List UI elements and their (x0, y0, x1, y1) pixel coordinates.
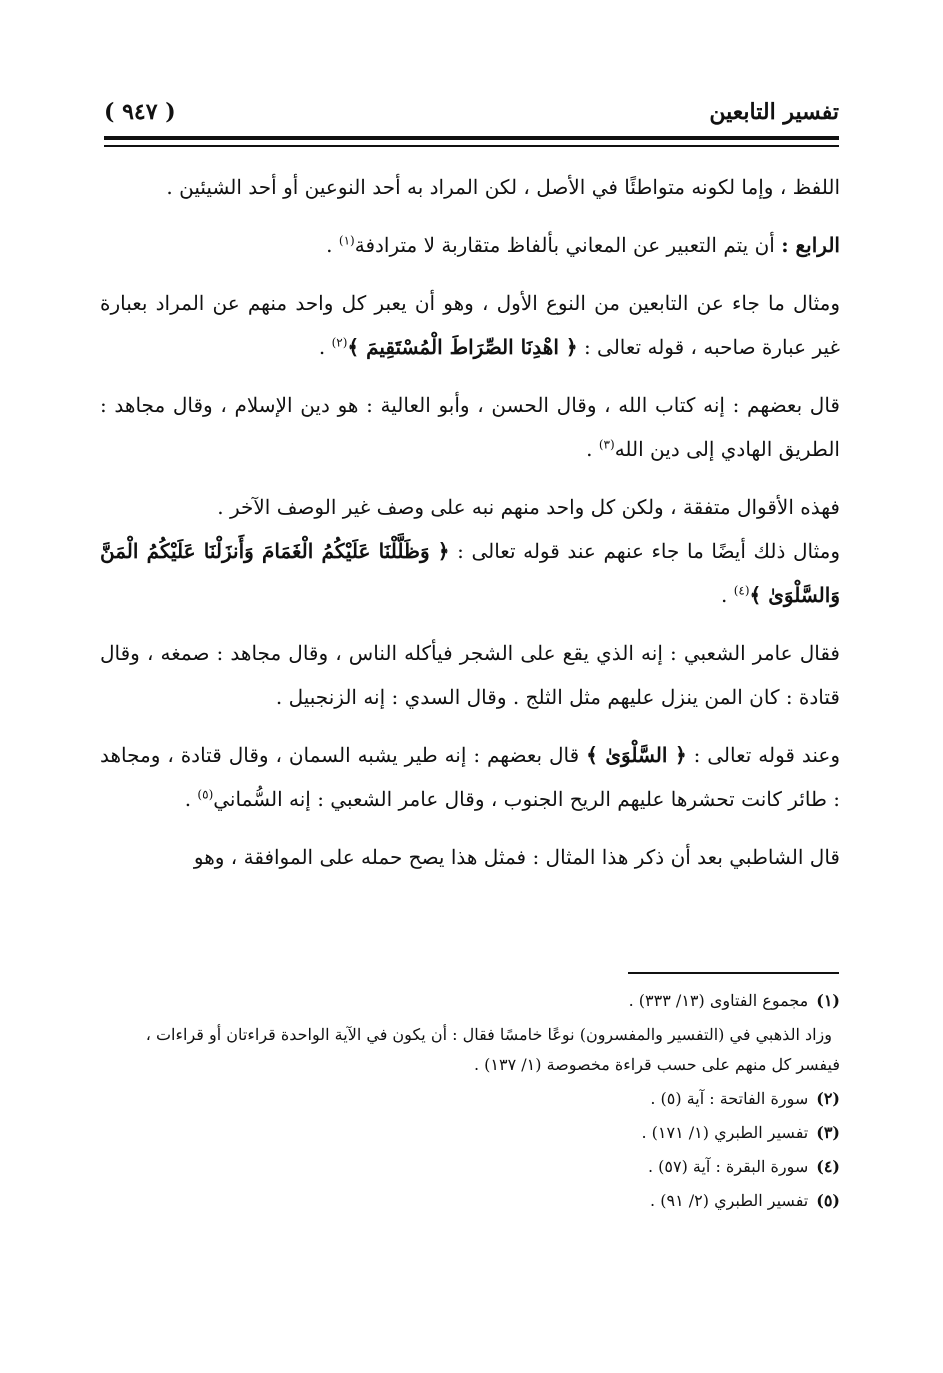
footnote-number: (٣) (816, 1123, 840, 1142)
footnote-item (100, 1118, 840, 1148)
footnote-number: (١) (816, 991, 840, 1010)
paragraph-3-text: ومثال ما جاء عن التابعين من النوع الأول ، وهو أن يعبر كل واحد منهم عن المراد بعبارة غير عبارة صاحبه ، قوله تعالى : (100, 291, 840, 359)
header-rule-thin (104, 145, 839, 147)
footnote-item (100, 1186, 840, 1216)
paragraph-1-text: اللفظ ، وإما لكونه متواطئًا في الأصل ، لكن المراد به أحد النوعين أو أحد الشيئين . (166, 175, 840, 199)
paragraph-5-line-1: فهذه الأقوال متفقة ، ولكن كل واحد منهم نبه على وصف غير الوصف الآخر . (217, 495, 840, 519)
footnote-separator (628, 972, 839, 974)
page-header (104, 95, 839, 131)
footnote-number: (٥) (816, 1191, 840, 1210)
paragraph-2 (100, 223, 840, 267)
footnote-text: سورة البقرة : آية (٥٧) . (647, 1157, 809, 1176)
paragraph-6-text: فقال عامر الشعبي : إنه الذي يقع على الشجر فيأكله الناس ، وقال مجاهد : صمغه ، وقال قتادة : كان المن ينزل عليهم مثل الثلج . وقال السدي : إنه الزنجبيل . (100, 641, 840, 709)
quran-verse-1: ﴿ اهْدِنَا الصِّرَاطَ الْمُسْتَقِيمَ ﴾ (347, 335, 578, 359)
paragraph-2-text: أن يتم التعبير عن المعاني بألفاظ متقاربة لا مترادفة (354, 233, 782, 257)
footnote-text: مجموع الفتاوى (١٣/ ٣٣٣) . (628, 991, 809, 1010)
footnote-text: سورة الفاتحة : آية (٥) . (650, 1089, 809, 1108)
paragraph-5-text: ومثال ذلك أيضًا ما جاء عنهم عند قوله تعالى : (449, 539, 840, 563)
footnote-item (100, 1084, 840, 1114)
paragraph-8-text: قال الشاطبي بعد أن ذكر هذا المثال : فمثل هذا يصح حمله على الموافقة ، وهو (193, 845, 840, 869)
paragraph-8 (100, 835, 840, 879)
footnotes (100, 986, 840, 1220)
paragraph-7-end: . (184, 787, 198, 811)
paragraph-2-end: . (326, 233, 339, 257)
footnote-item (100, 1152, 840, 1182)
footnote-text: وزاد الذهبي في (التفسير والمفسرون) نوعًا خامسًا فقال : أن يكون في الآية الواحدة قراءتان أو قراءات ، فيفسر كل منهم على حسب قراءة مخصوصة (١/ ١٣٧) . (145, 1025, 840, 1074)
footnote-text: تفسير الطبري (٢/ ٩١) . (650, 1191, 809, 1210)
footnote-ref-2: (٢) (331, 335, 348, 350)
paragraph-7-text-1: وعند قوله تعالى : (686, 743, 840, 767)
paragraph-2-lead: الرابع : (781, 233, 840, 257)
footnote-ref-4: (٤) (733, 583, 750, 598)
footnote-item (100, 1020, 840, 1080)
paragraph-5-end: . (721, 583, 734, 607)
paragraph-7-text-2: قال بعضهم : إنه طير يشبه السمان ، وقال قتادة ، ومجاهد : طائر كانت تحشرها عليهم الريح الجنوب ، وقال عامر الشعبي : إنه السُّماني (100, 743, 840, 811)
paragraph-1 (100, 165, 840, 209)
page-number: ( ٩٤٧ ) (104, 99, 176, 125)
running-title: تفسير التابعين (709, 99, 839, 125)
paragraph-6 (100, 631, 840, 719)
header-rule-thick (104, 136, 839, 140)
paragraph-5 (100, 485, 840, 617)
main-text (100, 165, 840, 893)
footnote-number: (٤) (816, 1157, 840, 1176)
paragraph-3 (100, 281, 840, 369)
paragraph-4-end: . (586, 437, 599, 461)
footnote-item (100, 986, 840, 1016)
paragraph-4-text: قال بعضهم : إنه كتاب الله ، وقال الحسن ، وأبو العالية : هو دين الإسلام ، وقال مجاهد : الطريق الهادي إلى دين الله (100, 393, 840, 461)
paragraph-3-end: . (318, 335, 332, 359)
footnote-text: تفسير الطبري (١/ ١٧١) . (641, 1123, 809, 1142)
footnote-number: (٢) (816, 1089, 840, 1108)
footnote-ref-5: (٥) (197, 787, 214, 802)
footnote-ref-3: (٣) (598, 437, 615, 452)
quran-verse-3: ﴿ السَّلْوَىٰ ﴾ (586, 743, 687, 767)
paragraph-4 (100, 383, 840, 471)
quran-verse-2: ﴿ وَظَلَّلْنَا عَلَيْكُمُ الْغَمَامَ وَأَنزَلْنَا عَلَيْكُمُ الْمَنَّ وَالسَّلْوَىٰ ﴾ (100, 539, 840, 607)
footnote-ref-1: (١) (338, 233, 355, 248)
paragraph-7 (100, 733, 840, 821)
